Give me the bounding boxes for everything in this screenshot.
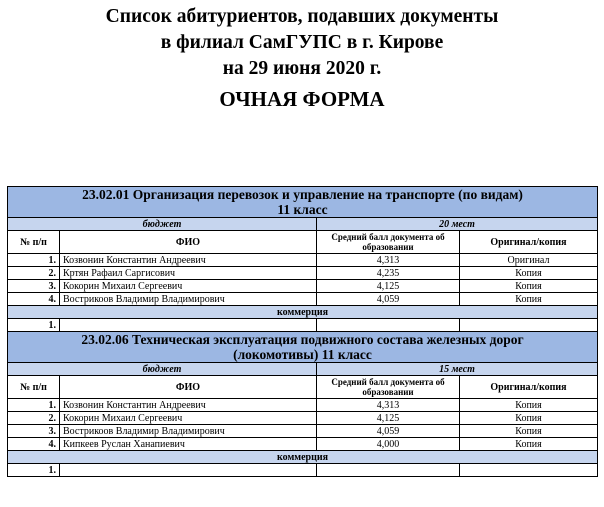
applicant-name: Кокорин Михаил Сергеевич xyxy=(60,412,317,425)
commerce-label: коммерция xyxy=(8,451,598,464)
applicant-name: Кипкеев Руслан Ханапиевич xyxy=(60,438,317,451)
document-type: Копия xyxy=(460,280,598,293)
document-type xyxy=(460,464,598,477)
column-header-doc: Оригинал/копия xyxy=(460,231,598,254)
specialty-header-row xyxy=(8,332,598,363)
commerce-row xyxy=(8,451,598,464)
commerce-row xyxy=(8,306,598,319)
applicant-name: Кокорин Михаил Сергеевич xyxy=(60,280,317,293)
applicant-name xyxy=(60,464,317,477)
document-type: Оригинал xyxy=(460,254,598,267)
document-heading xyxy=(0,0,604,112)
average-score: 4,313 xyxy=(317,399,460,412)
document-type: Копия xyxy=(460,399,598,412)
title-line-1: Список абитуриентов, подавших документы xyxy=(105,6,499,27)
average-score: 4,125 xyxy=(317,412,460,425)
average-score xyxy=(317,464,460,477)
table-row xyxy=(8,438,598,451)
row-number: 2. xyxy=(8,412,60,425)
column-header-doc: Оригинал/копия xyxy=(460,376,598,399)
applicant-name xyxy=(60,319,317,332)
table-row xyxy=(8,319,598,332)
applicant-name: Вострикоов Владимир Владимирович xyxy=(60,293,317,306)
average-score: 4,125 xyxy=(317,280,460,293)
table-row xyxy=(8,293,598,306)
row-number: 3. xyxy=(8,280,60,293)
average-score: 4,313 xyxy=(317,254,460,267)
document-type: Копия xyxy=(460,438,598,451)
applicant-name: Кртян Рафаил Саргисович xyxy=(60,267,317,280)
row-number: 1. xyxy=(8,254,60,267)
document-type: Копия xyxy=(460,412,598,425)
applicant-name: Козвонин Константин Андреевич xyxy=(60,399,317,412)
column-header-fio: ФИО xyxy=(60,376,317,399)
budget-row xyxy=(8,218,598,231)
table-row xyxy=(8,399,598,412)
document-type: Копия xyxy=(460,293,598,306)
row-number: 1. xyxy=(8,464,60,477)
average-score xyxy=(317,319,460,332)
row-number: 4. xyxy=(8,293,60,306)
row-number: 1. xyxy=(8,399,60,412)
specialty-header-row xyxy=(8,187,598,218)
applicant-name: Вострикоов Владимир Владимирович xyxy=(60,425,317,438)
places-count: 20 мест xyxy=(317,218,598,231)
row-number: 1. xyxy=(8,319,60,332)
average-score: 4,059 xyxy=(317,293,460,306)
column-header-num: № п/п xyxy=(8,376,60,399)
applicant-name: Козвонин Константин Андреевич xyxy=(60,254,317,267)
budget-row xyxy=(8,363,598,376)
places-count: 15 мест xyxy=(317,363,598,376)
column-header-row xyxy=(8,376,598,399)
study-form-title: ОЧНАЯ ФОРМА xyxy=(219,87,385,111)
table-row xyxy=(8,267,598,280)
column-header-fio: ФИО xyxy=(60,231,317,254)
row-number: 2. xyxy=(8,267,60,280)
table-row xyxy=(8,464,598,477)
applicants-table xyxy=(7,186,598,477)
budget-label: бюджет xyxy=(8,363,317,376)
document-type: Копия xyxy=(460,425,598,438)
average-score: 4,000 xyxy=(317,438,460,451)
title-line-2: в филиал СамГУПС в г. Кирове xyxy=(160,32,444,53)
title-line-3: на 29 июня 2020 г. xyxy=(222,58,382,79)
table-row xyxy=(8,280,598,293)
specialty-title: 23.02.01 Организация перевозок и управление на транспорте (по видам) 11 класс xyxy=(8,187,598,218)
budget-label: бюджет xyxy=(8,218,317,231)
average-score: 4,059 xyxy=(317,425,460,438)
column-header-row xyxy=(8,231,598,254)
table-row xyxy=(8,412,598,425)
average-score: 4,235 xyxy=(317,267,460,280)
row-number: 4. xyxy=(8,438,60,451)
document-type xyxy=(460,319,598,332)
column-header-num: № п/п xyxy=(8,231,60,254)
table-row xyxy=(8,425,598,438)
column-header-score: Средний балл документа об образовании xyxy=(317,376,460,399)
column-header-score: Средний балл документа об образовании xyxy=(317,231,460,254)
commerce-label: коммерция xyxy=(8,306,598,319)
document-type: Копия xyxy=(460,267,598,280)
row-number: 3. xyxy=(8,425,60,438)
table-row xyxy=(8,254,598,267)
specialty-title: 23.02.06 Техническая эксплуатация подвижного состава железных дорог (локомотивы) 11 класс xyxy=(8,332,598,363)
